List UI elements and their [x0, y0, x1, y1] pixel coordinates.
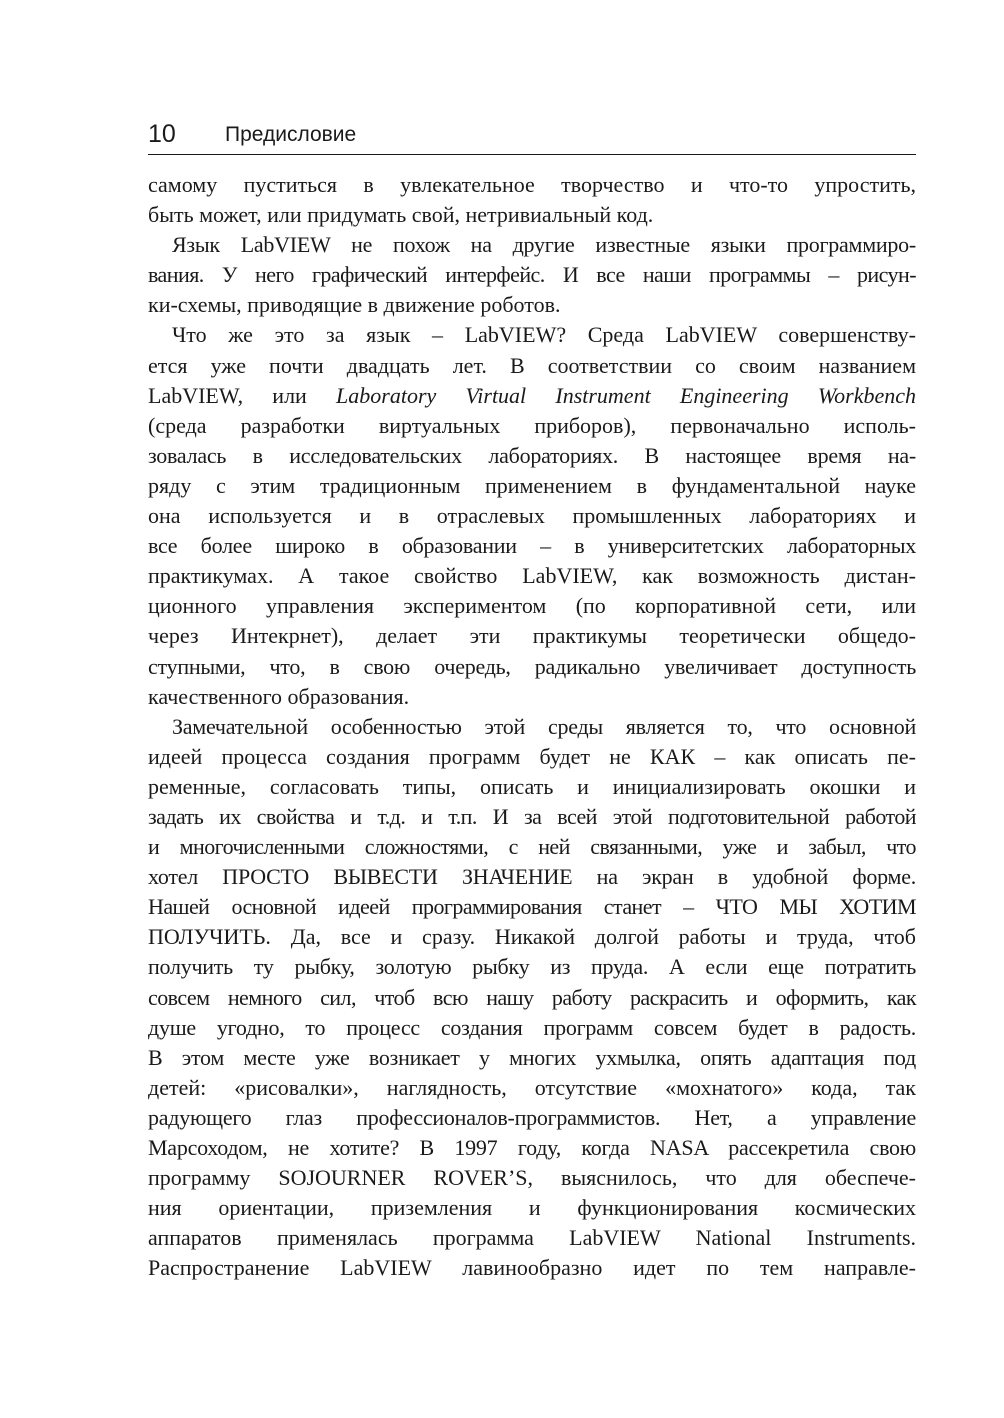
text-line: программу SOJOURNER ROVER’S, выяснилось, что для обеспече-: [148, 1165, 916, 1191]
text-line: хотел ПРОСТО ВЫВЕСТИ ЗНАЧЕНИЕ на экран в удобной форме.: [148, 864, 916, 890]
text-line: радующего глаз профессионалов-программистов. Нет, а управление: [148, 1104, 916, 1130]
text-line: аппаратов применялась программа LabVIEW National Instruments.: [148, 1225, 916, 1251]
header-rule: [148, 154, 916, 155]
text-line: ряду с этим традиционным применением в фундаментальной науке: [148, 472, 916, 498]
text-line: [148, 381, 916, 411]
text-line: задать их свойства и т.д. и т.п. И за всей этой подготовительной работой: [148, 803, 916, 829]
page-number: 10: [148, 120, 176, 148]
text-line: душе угодно, то процесс создания программ совсем будет в радость.: [148, 1014, 916, 1040]
text-line: Марсоходом, не хотите? В 1997 году, когда NASA рассекретила свою: [148, 1135, 916, 1160]
text-line: вания. У него графический интерфейс. И все наши программы – рисун-: [148, 262, 916, 288]
text-line: Нашей основной идеей программирования станет – ЧТО МЫ ХОТИМ: [148, 894, 916, 920]
text-line: быть может, или придумать свой, нетривиальный код.: [148, 202, 654, 228]
text-line: Замечательной особенностью этой среды является то, что основной: [172, 713, 916, 739]
text-line: все более широко в образовании – в университетских лабораторных: [148, 533, 916, 559]
text-line: В этом месте уже возникает у многих ухмылка, опять адаптация под: [148, 1044, 916, 1070]
text-line: ния ориентации, приземления и функционирования космических: [148, 1195, 916, 1221]
text-fragment: LabVIEW, или: [148, 382, 337, 408]
text-line: Язык LabVIEW не похож на другие известные языки программиро-: [172, 232, 916, 258]
text-line: практикумах. А такое свойство LabVIEW, как возможность дистан-: [148, 563, 916, 589]
text-line: ки-схемы, приводящие в движение роботов.: [148, 292, 561, 318]
text-line: получить ту рыбку, золотую рыбку из пруда. А если еще потратить: [148, 954, 916, 980]
text-line: она используется и в отраслевых промышленных лабораториях и: [148, 503, 916, 529]
text-line: ступными, что, в свою очередь, радикально увеличивает доступность: [148, 653, 916, 679]
text-line: ПОЛУЧИТЬ. Да, все и сразу. Никакой долгой работы и труда, чтоб: [148, 924, 916, 950]
text-line: Распространение LabVIEW лавинообразно идет по тем направле-: [148, 1255, 916, 1281]
text-line: ционного управления экспериментом (по корпоративной сети, или: [148, 593, 916, 619]
text-line: качественного образования.: [148, 683, 410, 709]
text-line: ется уже почти двадцать лет. В соответствии со своим названием: [148, 352, 916, 378]
text-line: (среда разработки виртуальных приборов), первоначально исполь-: [148, 412, 916, 438]
text-line: Что же это за язык – LabVIEW? Среда LabVIEW совершенству-: [172, 322, 916, 348]
italic-term: Laboratory Virtual Instrument Engineering Workbench: [336, 382, 916, 408]
text-line: самому пуститься в увлекательное творчество и что-то упростить,: [148, 172, 916, 197]
body-text: [148, 170, 916, 1283]
text-line: ременные, согласовать типы, описать и инициализировать окошки и: [148, 773, 916, 799]
text-line: зовалась в исследовательских лабораториях. В настоящее время на-: [148, 442, 916, 468]
text-line: детей: «рисовалки», наглядность, отсутствие «мохнатого» кода, так: [148, 1074, 916, 1100]
text-line: идеей процесса создания программ будет не КАК – как описать пе-: [148, 743, 916, 769]
text-line: и многочисленными сложностями, с ней связанными, уже и забыл, что: [148, 834, 916, 860]
text-line: через Интекрнет), делает эти практикумы теоретически общедо-: [148, 623, 916, 649]
text-line: совсем немного сил, чтоб всю нашу работу раскрасить и оформить, как: [148, 984, 916, 1010]
running-header: [148, 118, 916, 152]
running-title: Предисловие: [225, 123, 357, 146]
